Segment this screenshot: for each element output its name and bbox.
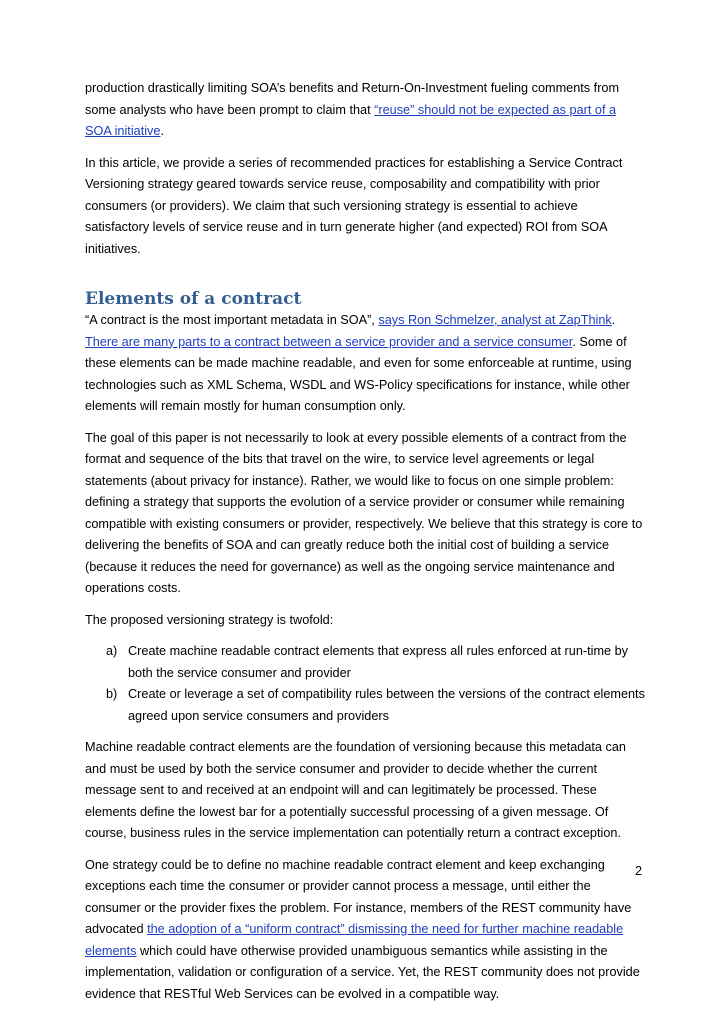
strategy-list [85, 641, 645, 727]
section-heading: Elements of a contract [85, 289, 302, 309]
page-number: 2 [634, 864, 642, 878]
paragraph-roi: production drastically limiting SOA’s benefits and Return-On-Investment fueling comments from some analysts who have been prompt to claim that “reuse” should not be expected as part of a SOA initiative. [85, 81, 620, 138]
list-item [85, 641, 645, 684]
paragraph-strategy-intro: The proposed versioning strategy is twofold: [85, 612, 334, 627]
paragraph-paper-goal: The goal of this paper is not necessarily to look at every possible elements of a contract from the format and sequence of the bits that travel on the wire, to service level agreements or legal statements (about privacy for instance). Rather, we would like to focus on one simple problem: defining a strategy that supports the evolution of a service provider or consumer while remaining compatible with existing consumers or provider, respectively. We believe that this strategy is core to delivering the benefits of SOA and can greatly reduce both the initial cost of building a service (because it reduces the need for governance) as well as the ongoing service maintenance and operations costs. [85, 430, 643, 595]
list-marker: b) [106, 687, 118, 701]
uniform-contract-link[interactable]: the adoption of a “uniform contract” dismissing the need for further machine readable elements [85, 922, 624, 958]
schmelzer-link[interactable]: says Ron Schmelzer, analyst at ZapThink [378, 313, 612, 327]
contract-parts-link[interactable]: There are many parts to a contract between a service provider and a service consumer [85, 334, 573, 349]
paragraph-article-intro: In this article, we provide a series of recommended practices for establishing a Service Contract Versioning strategy geared towards service reuse, composability and compatibility with prior consumers (or providers). We claim that such versioning strategy is essential to achieve satisfactory levels of service reuse and in turn generate higher (and expected) ROI from SOA initiatives. [85, 155, 623, 256]
list-item-text: Create or leverage a set of compatibility rules between the versions of the contract elements agreed upon service consumers and providers [128, 687, 645, 723]
reuse-expectation-link[interactable]: “reuse” should not be expected as part of a SOA initiative [85, 102, 617, 138]
document-body [85, 78, 645, 1015]
paragraph-contract-metadata: “A contract is the most important metadata in SOA”, says Ron Schmelzer, analyst at ZapThink. There are many parts to a contract between a service provider and a service consumer. Some of these elements can be made machine readable, and even for some enforceable at runtime, using technologies such as XML Schema, WSDL and WS-Policy specifications for instance, while other elements will remain mostly for human consumption only. [85, 313, 632, 413]
list-marker: a) [106, 644, 118, 658]
paragraph-rest-strategy: One strategy could be to define no machine readable contract element and keep exchanging exceptions each time the consumer or provider cannot process a message, until either the consumer or the provider fixes the problem. For instance, members of the REST community have advocated the adoption of a “uniform contract” dismissing the need for further machine readable elements which could have otherwise provided unambiguous semantics while assisting in the implementation, validation or configuration of a service. Yet, the REST community does not provide evidence that RESTful Web Services can be evolved in a compatible way. [85, 857, 640, 1001]
paragraph-machine-readable: Machine readable contract elements are the foundation of versioning because this metadata can and must be used by both the service consumer and provider to decide whether the current message sent to and received at an endpoint will and can legitimately be processed. These elements define the lowest bar for a potentially successful processing of a given message. Of course, business rules in the service implementation can potentially return a contract exception. [85, 740, 626, 840]
list-item [85, 684, 645, 727]
list-item-text: Create machine readable contract elements that express all rules enforced at run-time by both the service consumer and provider [128, 644, 628, 680]
